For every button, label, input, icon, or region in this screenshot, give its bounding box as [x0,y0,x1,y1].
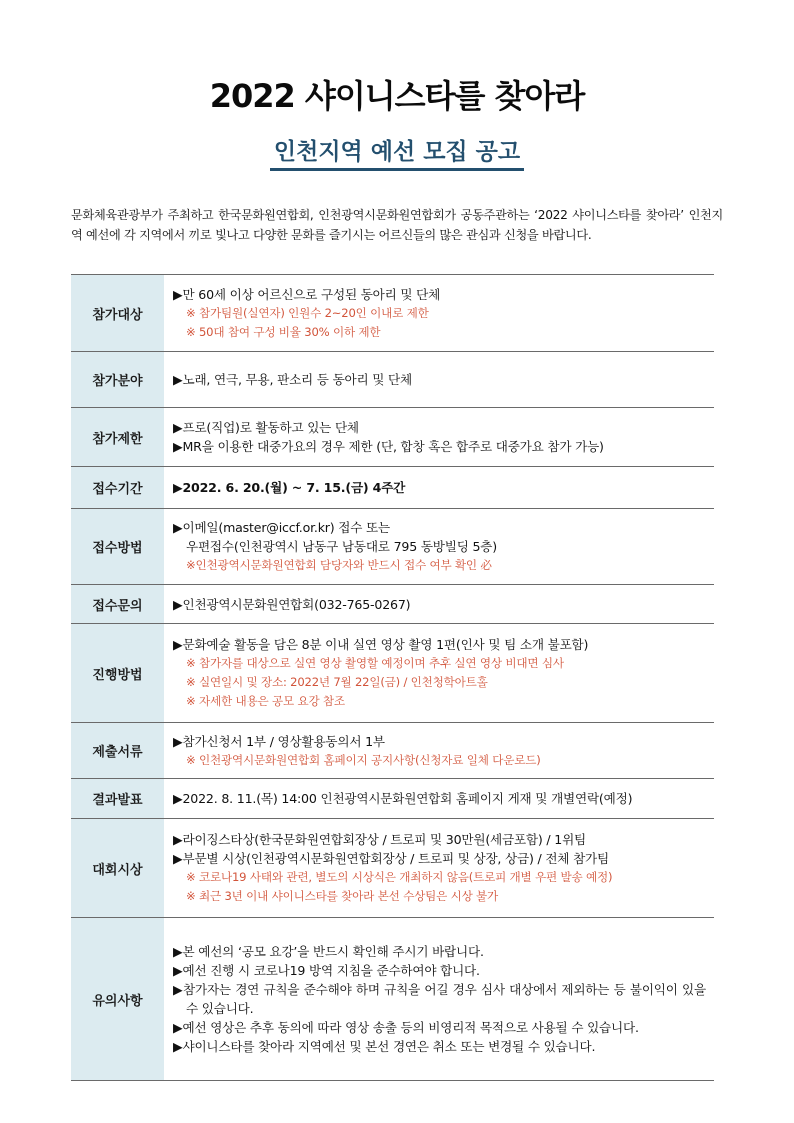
cautions-line-1: ▶본 예선의 ‘공모 요강’을 반드시 확인해 주시기 바랍니다. [173,944,484,959]
process-note-1: ※ 참가자를 대상으로 실연 영상 촬영할 예정이며 추후 실연 영상 비대면 심사 [186,656,564,670]
result-line-1: ▶2022. 8. 11.(목) 14:00 인천광역시문화원연합회 홈페이지 게재 및 개별연락(예정) [173,791,633,806]
row-label-process: 진행방법 [71,624,164,723]
row-content-cautions [164,918,714,1081]
row-content-restriction [164,408,714,467]
row-content-field [164,352,714,408]
row-label-restriction: 참가제한 [71,408,164,467]
table-row [71,723,714,779]
row-label-result: 결과발표 [71,779,164,819]
row-label-documents: 제출서류 [71,723,164,779]
table-row [71,624,714,723]
cautions-line-4: ▶예선 영상은 추후 동의에 따라 영상 송출 등의 비영리적 목적으로 사용될 수 있습니다. [173,1020,639,1035]
info-table [71,274,714,1081]
table-row [71,585,714,624]
row-content-inquiry [164,585,714,624]
awards-note-1: ※ 코로나19 사태와 관련, 별도의 시상식은 개최하지 않음(트로피 개별 우편 발송 예정) [186,870,613,884]
page-subtitle [0,137,794,167]
row-content-result [164,779,714,819]
cautions-line-2: ▶예선 진행 시 코로나19 방역 지침을 준수하여야 합니다. [173,963,480,978]
table-row [71,467,714,509]
period-line-1: ▶2022. 6. 20.(월) ~ 7. 15.(금) 4주간 [173,480,406,495]
awards-note-2: ※ 최근 3년 이내 샤이니스타를 찾아라 본선 수상팀은 시상 불가 [186,889,499,903]
restriction-line-1: ▶프로(직업)로 활동하고 있는 단체 [173,420,359,435]
row-label-period: 접수기간 [71,467,164,509]
row-content-process [164,624,714,723]
table-row [71,918,714,1081]
awards-line-2: ▶부문별 시상(인천광역시문화원연합회장상 / 트로피 및 상장, 상금) / 전체 참가팀 [173,851,609,866]
row-label-awards: 대회시상 [71,819,164,918]
restriction-line-2: ▶MR을 이용한 대중가요의 경우 제한 (단, 합창 혹은 합주로 대중가요 참가 가능) [173,439,604,454]
row-label-inquiry: 접수문의 [71,585,164,624]
row-content-awards [164,819,714,918]
row-label-cautions: 유의사항 [71,918,164,1081]
row-content-target [164,275,714,352]
table-row [71,779,714,819]
inquiry-line-1: ▶인천광역시문화원연합회(032-765-0267) [173,596,411,612]
process-note-3: ※ 자세한 내용은 공모 요강 참조 [186,694,345,708]
documents-note-1: ※ 인천광역시문화원연합회 홈페이지 공지사항(신청자료 일체 다운로드) [186,752,541,767]
target-line-1: ▶만 60세 이상 어르신으로 구성된 동아리 및 단체 [173,286,441,302]
table-row [71,819,714,918]
row-label-target: 참가대상 [71,275,164,352]
field-line-1: ▶노래, 연극, 무용, 판소리 등 동아리 및 단체 [173,372,412,387]
row-content-period [164,467,714,509]
row-content-documents [164,723,714,779]
table-row [71,408,714,467]
table-row [71,509,714,585]
table-row [71,275,714,352]
target-note-1: ※ 참가팀원(실연자) 인원수 2~20인 이내로 제한 [186,305,429,320]
page-title: 2022 샤이니스타를 찾아라 [209,77,585,115]
row-content-method [164,509,714,585]
documents-line-1: ▶참가신청서 1부 / 영상활용동의서 1부 [173,733,385,749]
intro-paragraph: 문화체육관광부가 주최하고 한국문화원연합회, 인천광역시문화원연합회가 공동주관하는 ‘2022 샤이니스타를 찾아라’ 인천지역 예선에 각 지역에서 끼로 빛나고 다양한 문화를 즐기시는 어르신들의 많은 관심과 신청을 바랍니다. [71,208,723,242]
cautions-line-5: ▶샤이니스타를 찾아라 지역예선 및 본선 경연은 취소 또는 변경될 수 있습니다. [173,1039,596,1054]
subtitle-text: 인천지역 예선 모집 공고 [270,139,524,171]
method-line-2: 우편접수(인천광역시 남동구 남동대로 795 동방빌딩 5층) [186,539,497,554]
table-row [71,352,714,408]
process-line-1: ▶문화예술 활동을 담은 8분 이내 실연 영상 촬영 1편(인사 및 팀 소개 불포함) [173,637,589,652]
cautions-line-3: ▶참가자는 경연 규칙을 준수해야 하며 규칙을 어길 경우 심사 대상에서 제외하는 등 불이익이 있을 수 있습니다. [173,982,706,1016]
awards-line-1: ▶라이징스타상(한국문화원연합회장상 / 트로피 및 30만원(세금포함) / 1위팀 [173,832,587,847]
row-label-method: 접수방법 [71,509,164,585]
process-note-2: ※ 실연일시 및 장소: 2022년 7월 22일(금) / 인천청학아트홀 [186,675,488,689]
row-label-field: 참가분야 [71,352,164,408]
method-note-1: ※인천광역시문화원연합회 담당자와 반드시 접수 여부 확인 必 [186,558,492,572]
method-line-1: ▶이메일(master@iccf.or.kr) 접수 또는 [173,520,390,535]
target-note-2: ※ 50대 참여 구성 비율 30% 이하 제한 [186,324,381,339]
